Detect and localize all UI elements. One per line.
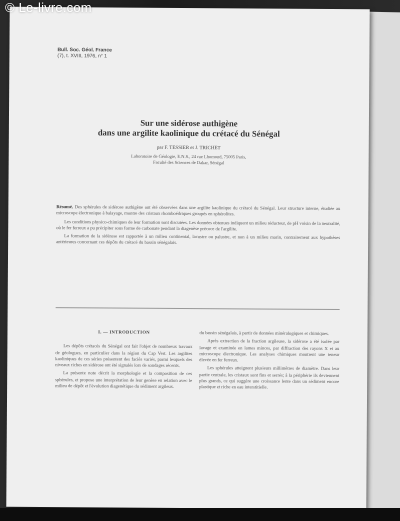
section-heading: I. — INTRODUCTION	[98, 329, 150, 335]
body-column-left	[55, 329, 192, 392]
title-line-1: Sur une sidérose authigène	[140, 117, 238, 129]
abstract-paragraph	[56, 204, 340, 219]
affiliation-line-2: Faculté des Sciences de Dakar, Sénégal	[153, 159, 225, 166]
journal-reference	[57, 47, 112, 59]
body-paragraph: Les dépôts crétacés du Sénégal ont fait l'objet de nombreux travaux de géologues, en particulier dans la région du Cap Vert. Les argilites kaoliniques de ces séries présentent des faciès variés, parmi lesquels des niveaux riches en sidérose ont été signalés lors de sondages récents.	[55, 343, 193, 369]
abstract-paragraph: La formation de la sidérose est rapportée à un milieu continental, lacustre ou palustre, et non à un milieu marin, contrairement aux hypothèses antérieures concernant ces dépôts du crétacé du bassin sénégalais.	[56, 233, 341, 246]
scan-bottom-edge	[0, 508, 400, 521]
body-paragraph: Après extraction de la fraction argileuse, la sidérose a été isolée par lavage et examinée en lames minces, par diffraction des rayons X et au microscope électronique. Les analyses chimiques montrent une teneur élevée en fer ferreux.	[199, 338, 340, 363]
author-line: par F. TESSIER et J. TRICHET	[156, 145, 221, 152]
body-paragraph: La présente note décrit la morphologie et la composition de ces sphérules, et propose une interprétation de leur genèse en relation avec le milieu de dépôt et l'évolution diagenétique du sédiment argileux.	[55, 370, 193, 389]
section-divider	[56, 307, 340, 310]
body-column-right	[199, 330, 339, 394]
body-paragraph: du bassin sénégalais, à partir de données minéralogiques et chimiques.	[199, 330, 329, 336]
document-page	[6, 7, 369, 510]
abstract-text-1: Des sphérules de sidérose authigène ont été observées dans une argilite kaolinique du crétacé du Sénégal. Leur structure interne, étudiée au microscope électronique à balayage, montre des cristaux rhomboédriques groupés en sphérolites.	[56, 204, 341, 217]
affiliation	[9, 153, 369, 168]
journal-issue: (7), t. XVIII, 1976, n° 1	[57, 53, 107, 60]
article-title	[9, 117, 369, 140]
abstract	[56, 204, 340, 250]
affiliation-line-1: Laboratoire de Géologie, E.N.S., 24 rue Lhomond, 75005 Paris,	[131, 153, 247, 160]
abstract-paragraph: Les conditions physico-chimiques de leur formation sont discutées. Les données obtenues indiquent un milieu réducteur, de pH voisin de la neutralité, où le fer ferreux a pu précipiter sous forme de carbonate pendant la diagenèse précoce de l'argilite.	[56, 218, 341, 232]
title-line-2: dans une argilite kaolinique du crétacé du Sénégal	[97, 127, 280, 139]
abstract-label: Résumé.	[56, 204, 74, 210]
watermark-logo: © Le-livre.com	[5, 0, 92, 15]
body-paragraph: Les sphérules atteignent plusieurs millimètres de diamètre. Dans leur partie centrale, les cristaux sont fins et serrés; à la périphérie ils deviennent plus grands, ce qui suggère une croissance lente dans un sédiment encore plastique et riche en eau interstitielle.	[199, 365, 340, 390]
journal-name: Bull. Soc. Géol. France	[57, 47, 112, 54]
